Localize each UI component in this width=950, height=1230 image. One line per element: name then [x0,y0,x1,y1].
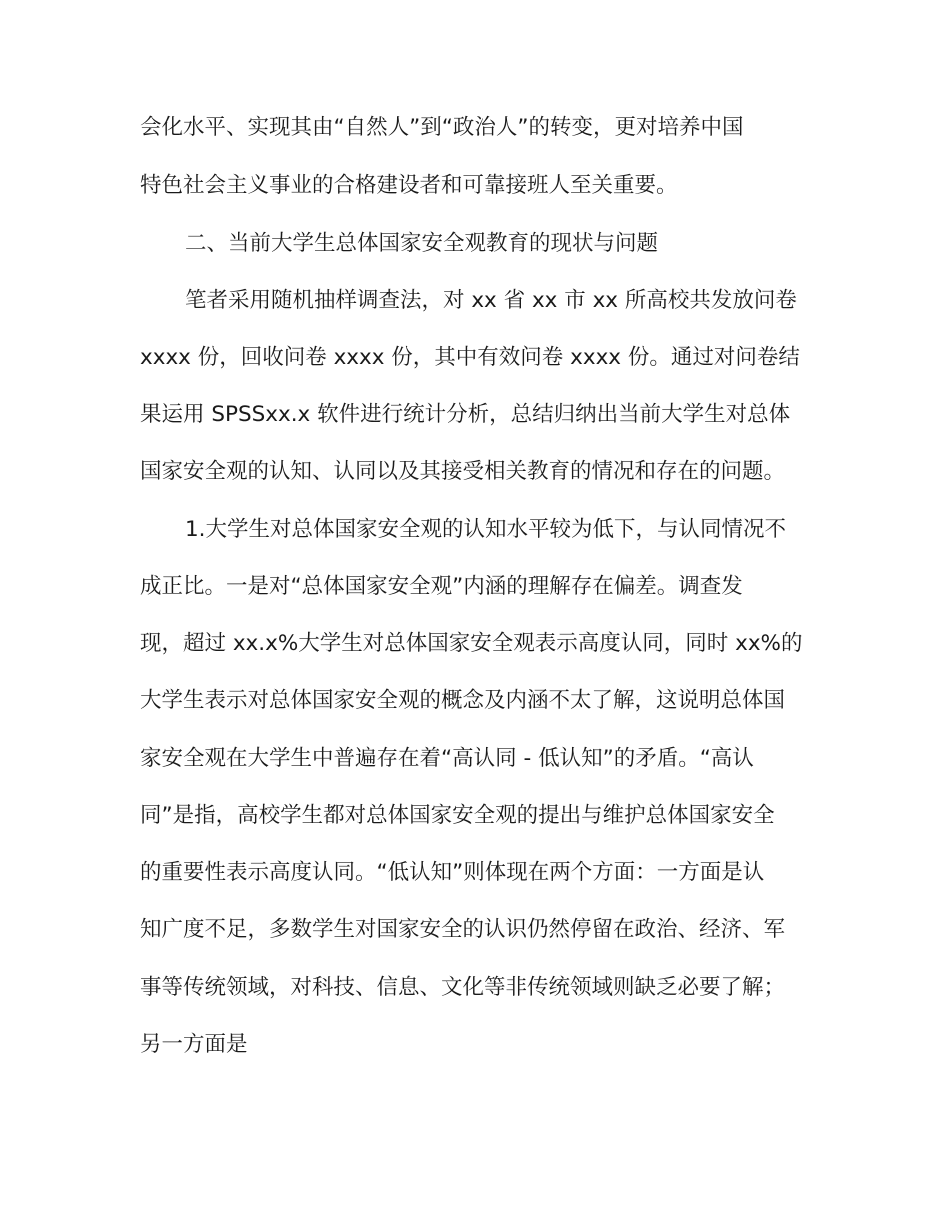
paragraph-line: 事等传统领域，对科技、信息、文化等非传统领域则缺乏必要了解； [140,975,786,1000]
paragraph-line: 国家安全观的认知、认同以及其接受相关教育的情况和存在的问题。 [140,459,786,484]
paragraph-line: 会化水平、实现其由“自然人”到“政治人”的转变，更对培养中国 [140,115,744,140]
paragraph-line: 家安全观在大学生中普遍存在着“高认同 - 低认知”的矛盾。“高认 [140,746,754,771]
paragraph-line: 的重要性表示高度认同。“低认知”则体现在两个方面：一方面是认 [140,860,765,885]
paragraph-line: 1.大学生对总体国家安全观的认知水平较为低下，与认同情况不 [185,517,787,542]
paragraph-line: 同”是指，高校学生都对总体国家安全观的提出与维护总体国家安全 [140,803,775,828]
paragraph-line: 成正比。一是对“总体国家安全观”内涵的理解存在偏差。调查发 [140,574,743,599]
paragraph-line: 另一方面是 [140,1032,248,1057]
section-heading: 二、当前大学生总体国家安全观教育的现状与问题 [185,231,659,256]
paragraph-line: 大学生表示对总体国家安全观的概念及内涵不太了解，这说明总体国 [140,688,786,713]
paragraph-line: xxxx 份，回收问卷 xxxx 份，其中有效问卷 xxxx 份。通过对问卷结 [140,345,800,370]
paragraph-line: 知广度不足，多数学生对国家安全的认识仍然停留在政治、经济、军 [140,917,786,942]
paragraph-line: 现，超过 xx.x%大学生对总体国家安全观表示高度认同，同时 xx%的 [140,631,803,656]
paragraph-line: 特色社会主义事业的合格建设者和可靠接班人至关重要。 [140,173,678,198]
paragraph-line: 果运用 SPSSxx.x 软件进行统计分析，总结归纳出当前大学生对总体 [140,402,791,427]
paragraph-line: 笔者采用随机抽样调查法，对 xx 省 xx 市 xx 所高校共发放问卷 [185,288,797,313]
